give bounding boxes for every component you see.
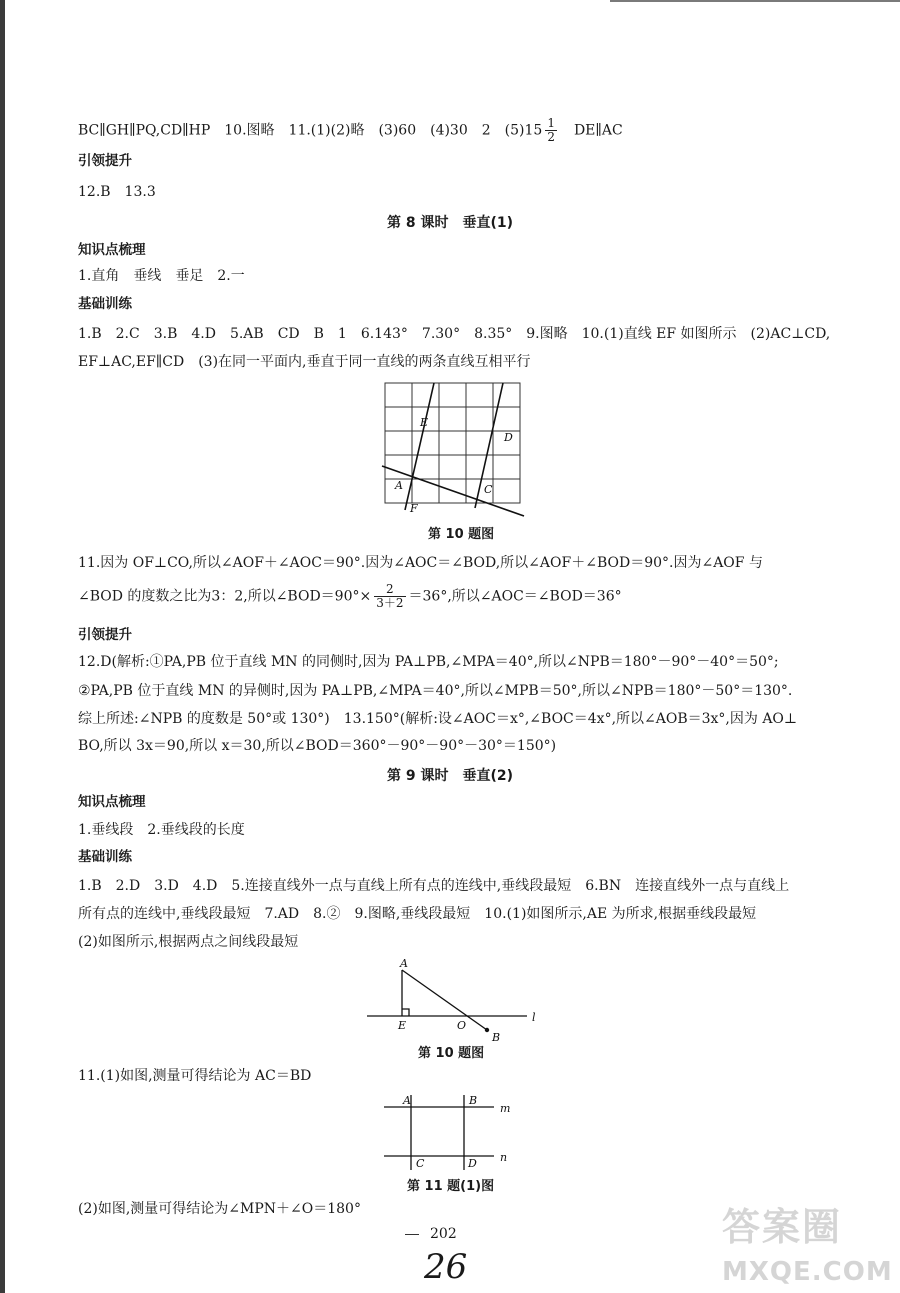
answer-line-2: 12.B 13.3: [78, 184, 156, 200]
watermark-logo: [722, 1196, 898, 1290]
answer-line-3: 1.直角 垂线 垂足 2.一: [78, 268, 245, 284]
line-label: m: [500, 1102, 511, 1115]
section-heading: 基础训练: [78, 296, 132, 312]
point-label: E: [420, 416, 429, 429]
point-label: D: [468, 1157, 477, 1170]
watermark-site: MXQE.COM: [722, 1257, 893, 1287]
answer-line-15: (2)如图所示,根据两点之间线段最短: [78, 934, 299, 950]
fraction: $\frac{1}{2}$: [547, 116, 555, 144]
answer-line-9: ②PA,PB 位于直线 MN 的异侧时,因为 PA⊥PB,∠MPA＝40°,所以∠MPB＝50°,所以∠NPB＝180°－50°＝130°.: [78, 683, 793, 699]
figure-caption: 第 11 题(1)图: [407, 1179, 495, 1194]
answer-line-5: EF⊥AC,EF∥CD (3)在同一平面内,垂直于同一直线的两条直线互相平行: [78, 354, 531, 370]
point-label: O: [457, 1019, 467, 1032]
point-label: B: [469, 1094, 478, 1107]
rectangle-figure: [382, 1090, 532, 1178]
answer-line-8: 12.D(解析:①PA,PB 位于直线 MN 的同侧时,因为 PA⊥PB,∠MPA＝40°,所以∠NPB＝180°－90°－40°＝50°;: [78, 654, 779, 670]
scan-left-edge: [0, 0, 5, 1293]
answer-line-13: 1.B 2.D 3.D 4.D 5.连接直线外一点与直线上所有点的连线中,垂线段最短 6.BN 连接直线外一点与直线上: [78, 878, 790, 894]
answer-line-1: BC∥GH∥PQ,CD∥HP 10.图略 11.(1)(2)略 (3)60 (4)30 2 (5)15 $\frac{1}{2}$ DE∥AC: [78, 116, 623, 144]
section-heading: 引领提升: [78, 627, 132, 643]
lesson-title: 第 9 课时 垂直(2): [386, 768, 514, 784]
figure-caption: 第 10 题图: [428, 527, 495, 542]
answer-line-16: 11.(1)如图,测量可得结论为 AC＝BD: [78, 1068, 312, 1084]
perpendicular-figure: [365, 955, 545, 1045]
page-dash: [405, 1234, 419, 1235]
answer-line-7: ∠BOD 的度数之比为3：2,所以∠BOD＝90°× $\frac{2}{3+2}$ ＝36°,所以∠AOC＝∠BOD＝36°: [78, 582, 622, 610]
section-heading: 知识点梳理: [78, 242, 146, 258]
answer-line-17: (2)如图,测量可得结论为∠MPN＋∠O＝180°: [78, 1201, 361, 1217]
point-label: B: [492, 1031, 501, 1044]
point-label: E: [398, 1019, 407, 1032]
section-heading: 引领提升: [78, 153, 132, 169]
grid-figure: [380, 380, 530, 520]
point-label: D: [504, 431, 513, 444]
section-heading: 基础训练: [78, 849, 132, 865]
answer-line-4: 1.B 2.C 3.B 4.D 5.AB CD B 1 6.143° 7.30° 8.35° 9.图略 10.(1)直线 EF 如图所示 (2)AC⊥CD,: [78, 326, 831, 342]
point-label: A: [403, 1094, 411, 1107]
point-label: F: [410, 502, 418, 515]
fraction: $\frac{2}{3+2}$: [376, 582, 404, 610]
line-label: l: [532, 1011, 536, 1024]
answer-line-14: 所有点的连线中,垂线段最短 7.AD 8.② 9.图略,垂线段最短 10.(1)如图所示,AE 为所求,根据垂线段最短: [78, 906, 757, 922]
lesson-title: 第 8 课时 垂直(1): [386, 215, 514, 231]
line-label: n: [500, 1151, 508, 1164]
answer-line-10: 综上所述:∠NPB 的度数是 50°或 130°) 13.150°(解析:设∠AOC＝x°,∠BOC＝4x°,所以∠AOB＝3x°,因为 AO⊥: [78, 711, 798, 727]
point-label: C: [484, 483, 493, 496]
point-label: A: [395, 479, 403, 492]
point-label: C: [416, 1157, 425, 1170]
answer-line-6: 11.因为 OF⊥CO,所以∠AOF＋∠AOC＝90°.因为∠AOC＝∠BOD,所以∠AOF＋∠BOD＝90°.因为∠AOF 与: [78, 555, 763, 571]
answer-line-11: BO,所以 3x＝90,所以 x＝30,所以∠BOD＝360°－90°－90°－30°＝150°): [78, 738, 557, 754]
page-number: 202: [430, 1226, 457, 1242]
handwritten-number: 26: [424, 1247, 468, 1287]
scan-top-line: [610, 0, 900, 2]
point-label: A: [400, 957, 408, 970]
figure-caption: 第 10 题图: [418, 1046, 485, 1061]
answer-line-12: 1.垂线段 2.垂线段的长度: [78, 822, 245, 838]
watermark-text: 答案圈: [722, 1205, 843, 1249]
section-heading: 知识点梳理: [78, 794, 146, 810]
